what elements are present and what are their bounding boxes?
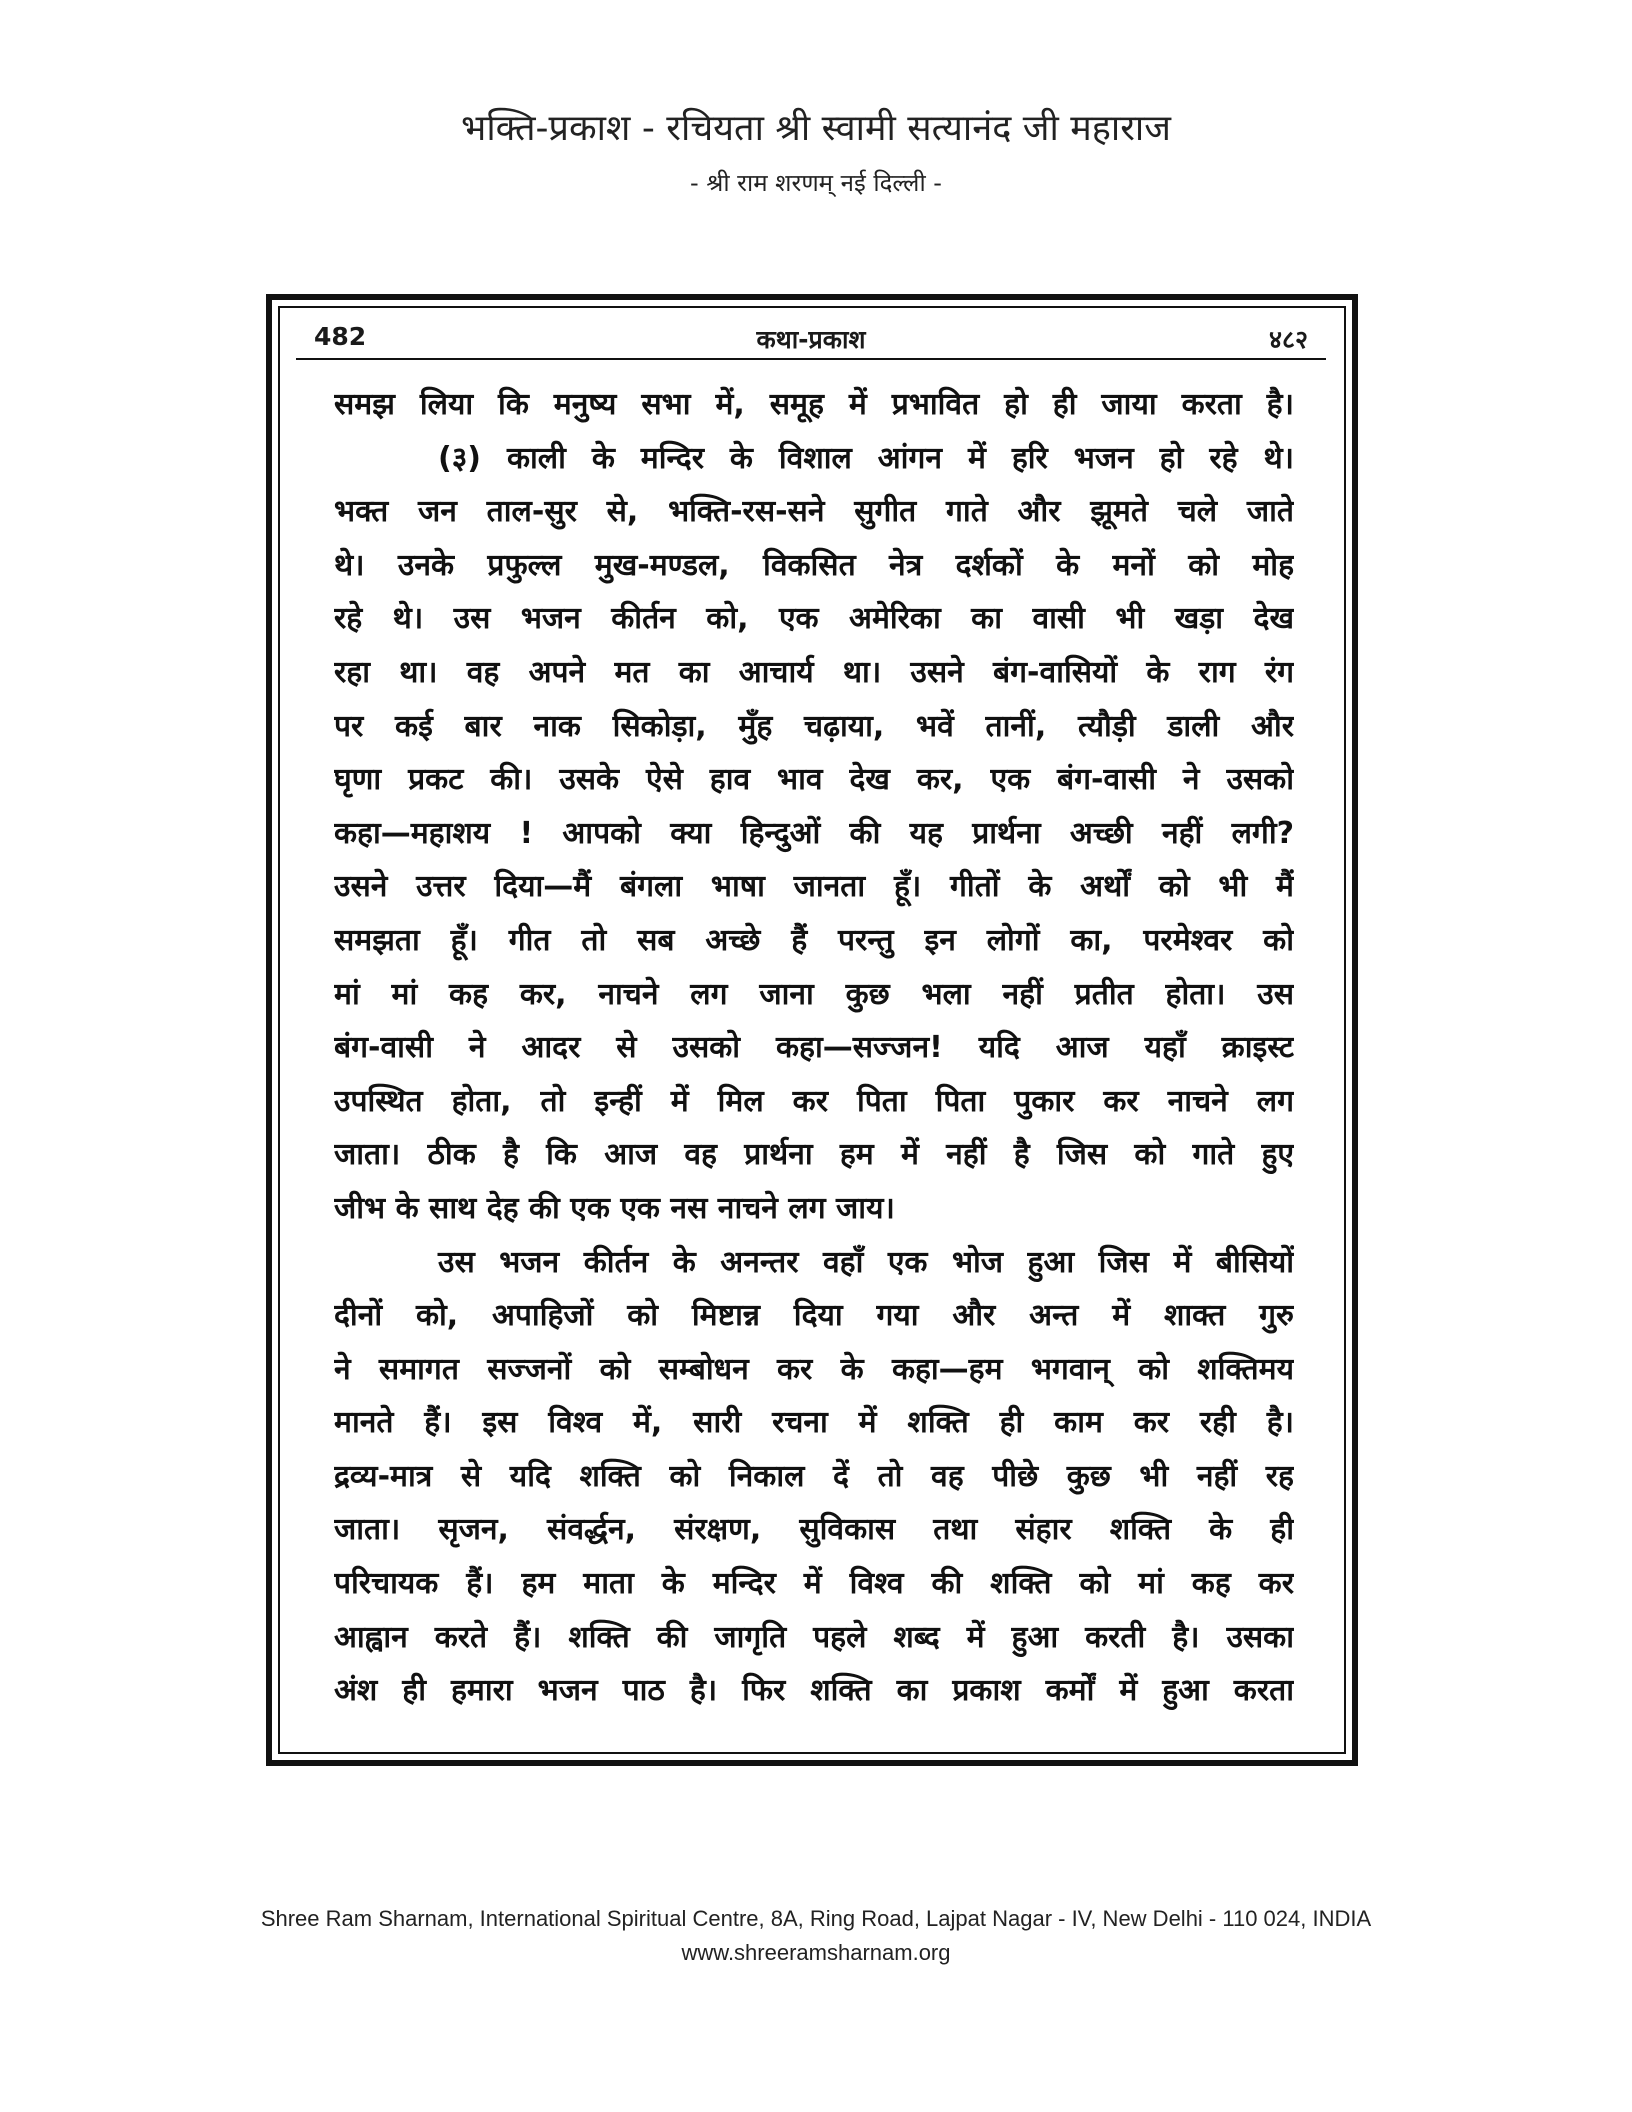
text-line: मां मां कह कर, नाचने लग जाना कुछ भला नहीं प्रतीत होता। उस	[334, 976, 1294, 1012]
text-line: जीभ के साथ देह की एक एक नस नाचने लग जाय।	[334, 1190, 895, 1226]
text-line: उपस्थित होता, तो इन्हीं में मिल कर पिता पिता पुकार कर नाचने लग	[334, 1083, 1294, 1119]
text-line: द्रव्य-मात्र से यदि शक्ति को निकाल दें तो वह पीछे कुछ भी नहीं रह	[334, 1458, 1294, 1494]
text-line: रहे थे। उस भजन कीर्तन को, एक अमेरिका का वासी भी खड़ा देख	[334, 601, 1294, 637]
page-number-devanagari: ४८२	[1268, 325, 1308, 354]
text-line: उस भजन कीर्तन के अनन्तर वहाँ एक भोज हुआ जिस में बीसियों	[438, 1244, 1294, 1280]
text-line: आह्वान करते हैं। शक्ति की जागृति पहले शब्द में हुआ करती है। उसका	[334, 1619, 1294, 1655]
footer-website-link[interactable]: www.shreeramsharnam.org	[681, 1940, 951, 1965]
text-line: समझ लिया कि मनुष्य सभा में, समूह में प्रभावित हो ही जाया करता है।	[334, 387, 1294, 422]
body-text	[334, 378, 1294, 1718]
text-line: दीनों को, अपाहिजों को मिष्टान्न दिया गया और अन्त में शाक्त गुरु	[334, 1298, 1294, 1334]
text-line: घृणा प्रकट की। उसके ऐसे हाव भाव देख कर, एक बंग-वासी ने उसको	[334, 762, 1294, 798]
text-line: भक्त जन ताल-सुर से, भक्ति-रस-सने सुगीत गाते और झूमते चले जाते	[334, 494, 1294, 530]
text-line: ने समागत सज्जनों को सम्बोधन कर के कहा—हम भगवान् को शक्तिमय	[334, 1351, 1294, 1387]
text-line: जाता। सृजन, संवर्द्धन, संरक्षण, सुविकास तथा संहार शक्ति के ही	[334, 1512, 1294, 1548]
page-header	[296, 314, 1326, 360]
text-line: जाता। ठीक है कि आज वह प्रार्थना हम में नहीं है जिस को गाते हुए	[334, 1137, 1294, 1173]
document-subtitle: - श्री राम शरणम् नई दिल्ली -	[690, 169, 942, 197]
text-line: समझता हूँ। गीत तो सब अच्छे हैं परन्तु इन लोगों का, परमेश्वर को	[334, 922, 1294, 958]
text-line: कहा—महाशय ! आपको क्या हिन्दुओं की यह प्रार्थना अच्छी नहीं लगी?	[334, 815, 1294, 851]
text-line: पर कई बार नाक सिकोड़ा, मुँह चढ़ाया, भवें तानीं, त्यौड़ी डाली और	[334, 708, 1294, 744]
text-line: उसने उत्तर दिया—मैं बंगला भाषा जानता हूँ। गीतों के अर्थों को भी मैं	[334, 869, 1294, 905]
chapter-title: कथा-प्रकाश	[756, 325, 866, 354]
text-line: अंश ही हमारा भजन पाठ है। फिर शक्ति का प्रकाश कर्मों में हुआ करता	[334, 1673, 1294, 1709]
text-line: बंग-वासी ने आदर से उसको कहा—सज्जन! यदि आज यहाँ क्राइस्ट	[334, 1030, 1294, 1066]
text-line: रहा था। वह अपने मत का आचार्य था। उसने बंग-वासियों के राग रंग	[334, 654, 1294, 690]
page-number: 482	[314, 322, 367, 351]
text-line: (३) काली के मन्दिर के विशाल आंगन में हरि भजन हो रहे थे।	[438, 440, 1294, 476]
text-line: परिचायक हैं। हम माता के मन्दिर में विश्व की शक्ति को मां कह कर	[334, 1566, 1294, 1602]
footer-address: Shree Ram Sharnam, International Spiritual Centre, 8A, Ring Road, Lajpat Nagar - IV, New Delhi - 110 024, INDIA	[260, 1906, 1372, 1931]
text-line: थे। उनके प्रफुल्ल मुख-मण्डल, विकसित नेत्र दर्शकों के मनों को मोह	[334, 547, 1294, 583]
document-title: भक्ति-प्रकाश - रचियता श्री स्वामी सत्यानंद जी महाराज	[461, 108, 1171, 149]
text-line: मानते हैं। इस विश्व में, सारी रचना में शक्ति ही काम कर रही है।	[334, 1405, 1294, 1441]
